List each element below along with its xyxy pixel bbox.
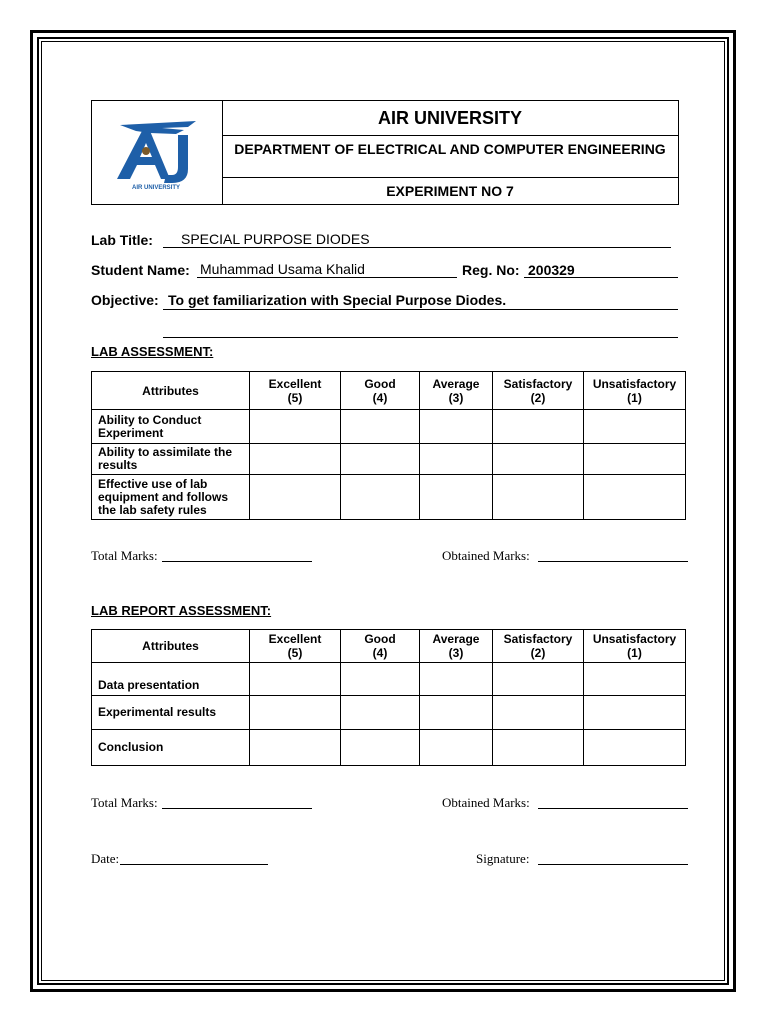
score-cell[interactable] <box>584 475 686 520</box>
report-obtained-marks-label: Obtained Marks: <box>442 795 530 810</box>
student-name-label: Student Name: <box>91 262 190 278</box>
lab-title-value[interactable]: SPECIAL PURPOSE DIODES <box>181 231 370 247</box>
score-cell[interactable] <box>250 730 341 766</box>
lab-assessment-title: LAB ASSESSMENT: <box>91 344 214 359</box>
score-cell[interactable] <box>420 410 493 444</box>
obtained-marks-field[interactable] <box>538 561 688 562</box>
score-cell[interactable] <box>584 730 686 766</box>
department-name: DEPARTMENT OF ELECTRICAL AND COMPUTER ENGINEERING <box>222 136 678 178</box>
col-excellent: Excellent (5) <box>250 372 341 410</box>
lab-title-label: Lab Title: <box>91 232 153 248</box>
score-cell[interactable] <box>493 663 584 696</box>
lab-title-underline <box>163 247 671 248</box>
score-cell[interactable] <box>584 696 686 730</box>
obtained-marks-label: Obtained Marks: <box>442 548 530 563</box>
score-cell[interactable] <box>493 410 584 444</box>
score-cell[interactable] <box>341 475 420 520</box>
col-satisfactory: Satisfactory (2) <box>493 630 584 663</box>
score-cell[interactable] <box>584 410 686 444</box>
score-cell[interactable] <box>420 663 493 696</box>
score-cell[interactable] <box>250 444 341 475</box>
attribute-cell: Conclusion <box>92 730 250 766</box>
reg-no-label: Reg. No: <box>462 262 520 278</box>
col-unsatisfactory: Unsatisfactory (1) <box>584 372 686 410</box>
score-cell[interactable] <box>341 730 420 766</box>
score-cell[interactable] <box>420 444 493 475</box>
score-cell[interactable] <box>250 696 341 730</box>
student-name-value[interactable]: Muhammad Usama Khalid <box>200 261 365 277</box>
lab-report-assessment-table <box>91 629 686 766</box>
score-cell[interactable] <box>341 410 420 444</box>
date-label: Date: <box>91 851 120 866</box>
score-cell[interactable] <box>250 663 341 696</box>
table-row <box>92 663 686 696</box>
score-cell[interactable] <box>493 696 584 730</box>
signature-label: Signature: <box>476 851 530 866</box>
score-cell[interactable] <box>584 444 686 475</box>
col-unsatisfactory: Unsatisfactory (1) <box>584 630 686 663</box>
col-excellent: Excellent (5) <box>250 630 341 663</box>
table-row <box>92 475 686 520</box>
lab-report-assessment-title: LAB REPORT ASSESSMENT: <box>91 603 272 618</box>
attribute-cell: Effective use of lab equipment and follows the lab safety rules <box>92 475 250 520</box>
col-good: Good (4) <box>341 630 420 663</box>
score-cell[interactable] <box>420 730 493 766</box>
score-cell[interactable] <box>493 730 584 766</box>
table-row <box>92 730 686 766</box>
objective-underline-2 <box>163 337 678 338</box>
col-attributes: Attributes <box>92 372 250 410</box>
signature-field[interactable] <box>538 864 688 865</box>
report-obtained-marks-field[interactable] <box>538 808 688 809</box>
logo-text: AIR UNIVERSITY <box>131 185 181 191</box>
table-row <box>92 696 686 730</box>
lab-assessment-table <box>91 371 686 520</box>
reg-no-value[interactable]: 200329 <box>528 262 575 278</box>
score-cell[interactable] <box>493 444 584 475</box>
col-average: Average (3) <box>420 372 493 410</box>
date-field[interactable] <box>120 864 268 865</box>
university-name: AIR UNIVERSITY <box>222 101 678 136</box>
student-name-underline <box>197 277 457 278</box>
table-row <box>92 410 686 444</box>
attribute-cell: Ability to assimilate the results <box>92 444 250 475</box>
score-cell[interactable] <box>341 696 420 730</box>
objective-value[interactable]: To get familiarization with Special Purpose Diodes. <box>168 292 507 308</box>
table-header-row <box>92 372 686 410</box>
score-cell[interactable] <box>420 475 493 520</box>
score-cell[interactable] <box>420 696 493 730</box>
score-cell[interactable] <box>584 663 686 696</box>
score-cell[interactable] <box>341 444 420 475</box>
attribute-cell: Data presentation <box>92 663 250 696</box>
score-cell[interactable] <box>250 475 341 520</box>
col-average: Average (3) <box>420 630 493 663</box>
objective-underline-1 <box>163 309 678 310</box>
objective-label: Objective: <box>91 292 159 308</box>
report-total-marks-label: Total Marks: <box>91 795 158 810</box>
experiment-number: EXPERIMENT NO 7 <box>386 183 514 199</box>
university-logo <box>92 101 223 204</box>
score-cell[interactable] <box>250 410 341 444</box>
table-row <box>92 444 686 475</box>
score-cell[interactable] <box>341 663 420 696</box>
total-marks-label: Total Marks: <box>91 548 158 563</box>
col-good: Good (4) <box>341 372 420 410</box>
attribute-cell: Experimental results <box>92 696 250 730</box>
col-attributes: Attributes <box>92 630 250 663</box>
score-cell[interactable] <box>493 475 584 520</box>
col-satisfactory: Satisfactory (2) <box>493 372 584 410</box>
table-header-row <box>92 630 686 663</box>
attribute-cell: Ability to Conduct Experiment <box>92 410 250 444</box>
total-marks-field[interactable] <box>162 561 312 562</box>
report-total-marks-field[interactable] <box>162 808 312 809</box>
header-table <box>91 100 679 205</box>
